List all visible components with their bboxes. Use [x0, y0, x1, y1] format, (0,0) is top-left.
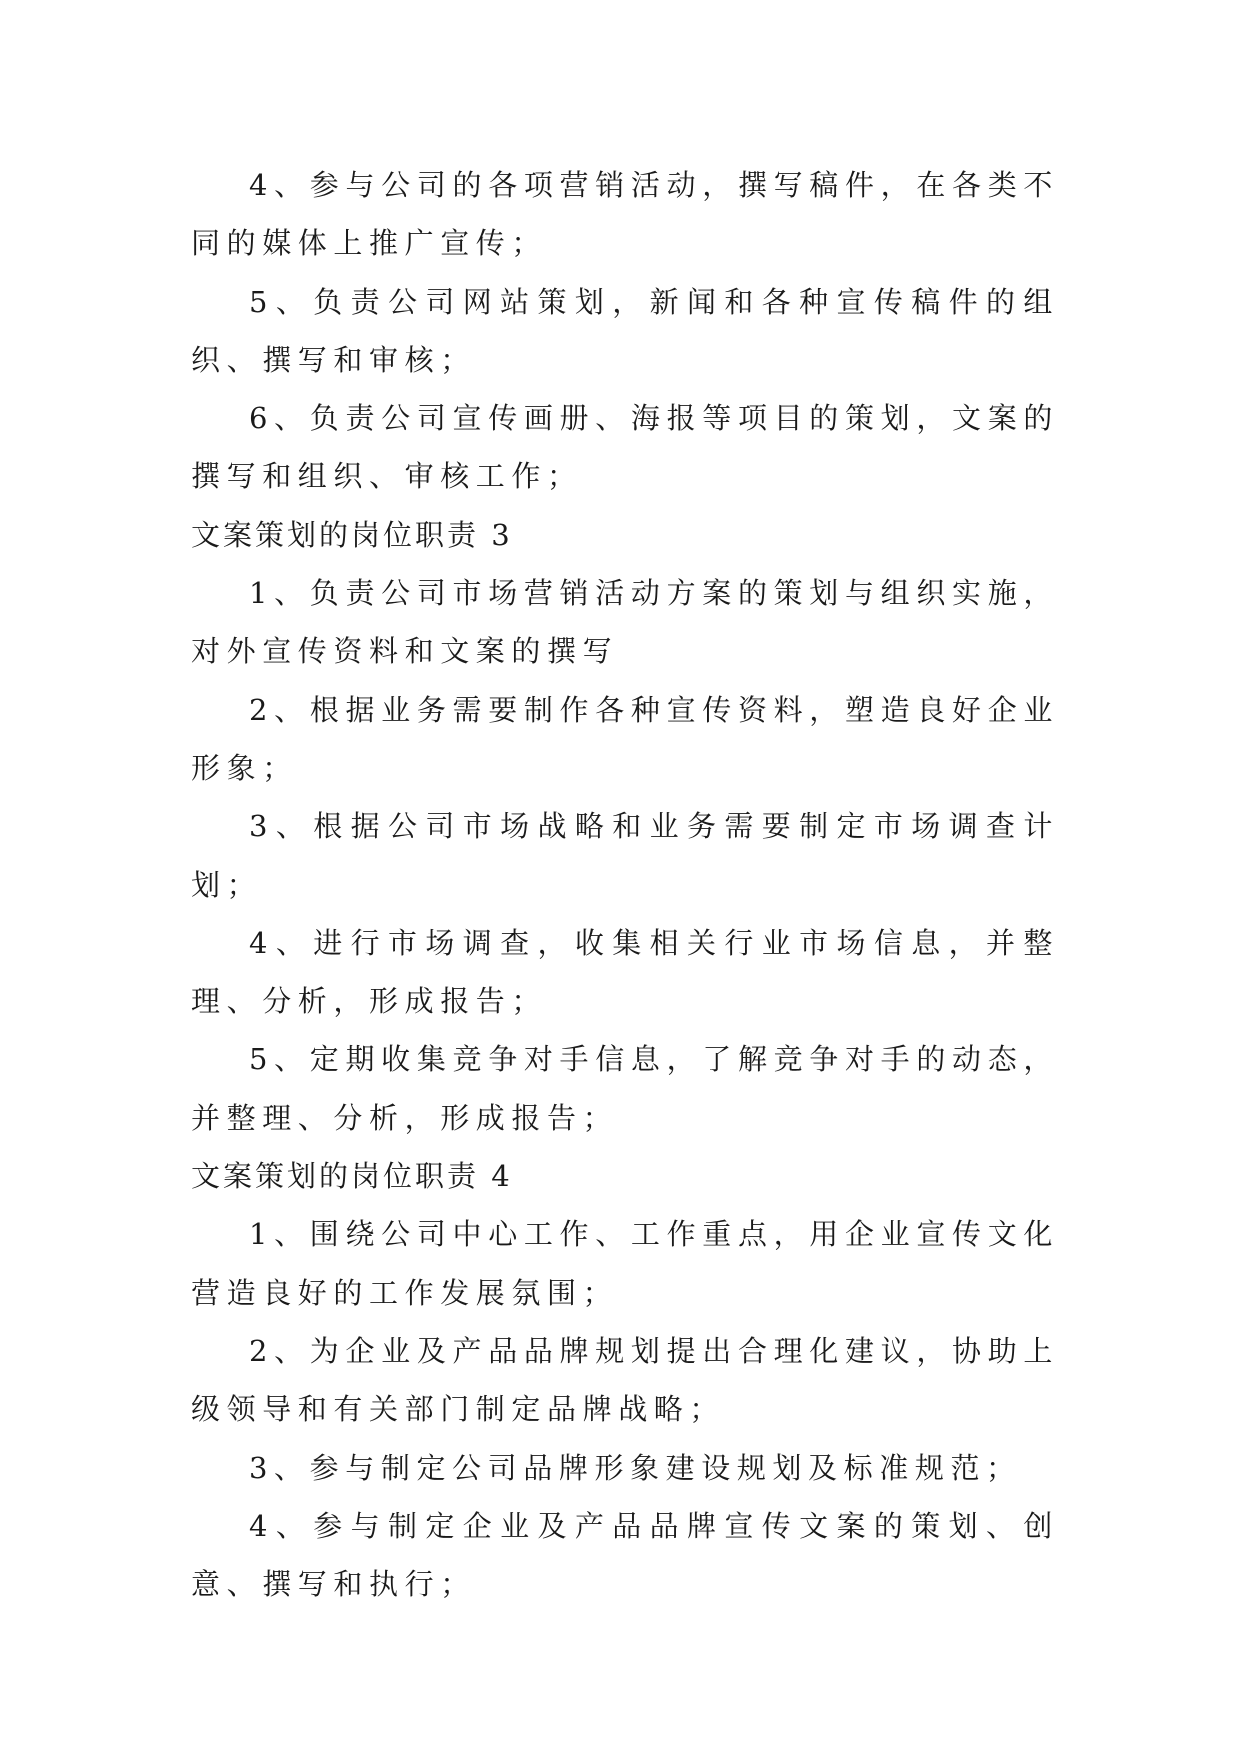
section-heading-3: 文案策划的岗位职责 3 — [191, 517, 513, 552]
s3-item-3: 3、根据公司市场战略和业务需要制定市场调查计划； — [191, 809, 1059, 902]
s3-item-5: 5、定期收集竞争对手信息，了解竞争对手的动态，并整理、分析，形成报告； — [191, 1042, 1059, 1135]
duty-item-4: 4、参与公司的各项营销活动，撰写稿件，在各类不同的媒体上推广宣传； — [191, 168, 1059, 261]
s4-item-1: 1、围绕公司中心工作、工作重点，用企业宣传文化营造良好的工作发展氛围； — [191, 1217, 1059, 1310]
s4-item-4: 4、参与制定企业及产品品牌宣传文案的策划、创意、撰写和执行； — [191, 1508, 1059, 1602]
section-heading-4: 文案策划的岗位职责 4 — [191, 1159, 513, 1194]
s3-item-1: 1、负责公司市场营销活动方案的策划与组织实施，对外宣传资料和文案的撰写 — [191, 576, 1059, 669]
s4-item-2: 2、为企业及产品品牌规划提出合理化建议，协助上级领导和有关部门制定品牌战略； — [191, 1333, 1059, 1427]
document-body — [191, 156, 1059, 1613]
s3-item-2: 2、根据业务需要制作各种宣传资料，塑造良好企业形象； — [191, 692, 1059, 785]
s4-item-3: 3、参与制定公司品牌形象建设规划及标准规范； — [249, 1450, 1022, 1485]
s3-item-4: 4、进行市场调查，收集相关行业市场信息，并整理、分析，形成报告； — [191, 925, 1059, 1019]
duty-item-5: 5、负责公司网站策划，新闻和各种宣传稿件的组织、撰写和审核； — [191, 284, 1059, 377]
duty-item-6: 6、负责公司宣传画册、海报等项目的策划，文案的撰写和组织、审核工作； — [191, 401, 1059, 494]
